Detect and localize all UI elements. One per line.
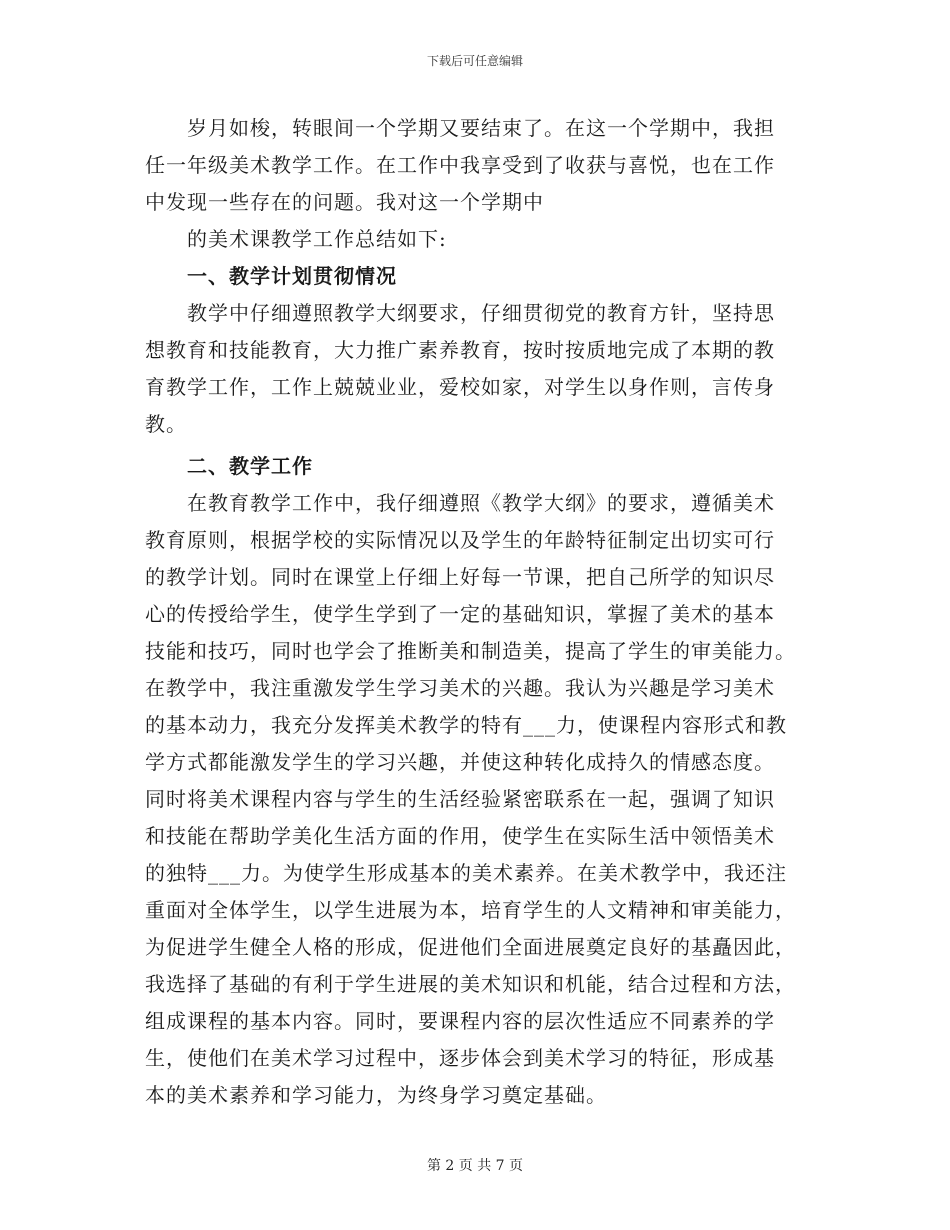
paragraph-line: 本的美术素养和学习能力，为终身学习奠定基础。: [145, 1083, 607, 1107]
document-body: [145, 110, 805, 1114]
paragraph-line: 重面对全体学生，以学生进展为本，培育学生的人文精神和审美能力，: [145, 898, 796, 922]
paragraph-line: 在教育教学工作中，我仔细遵照《教学大纲》的要求，遵循美术: [187, 491, 775, 515]
paragraph-line: 的教学计划。同时在课堂上仔细上好每一节课，把自己所学的知识尽: [145, 565, 775, 589]
section-heading-2: 二、教学工作: [187, 454, 313, 478]
section-heading-1: 一、教学计划贯彻情况: [187, 264, 397, 288]
paragraph-line: 任一年级美术教学工作。在工作中我享受到了收获与喜悦，也在工作: [145, 153, 775, 177]
paragraph-line: 想教育和技能教育，大力推广素养教育，按时按质地完成了本期的教: [145, 338, 775, 362]
paragraph-line: 在教学中，我注重激发学生学习美术的兴趣。我认为兴趣是学习美术: [145, 676, 775, 700]
paragraph-line: 组成课程的基本内容。同时，要课程内容的层次性适应不同素养的学: [145, 1009, 775, 1033]
paragraph-line: 心的传授给学生，使学生学到了一定的基础知识，掌握了美术的基本: [145, 602, 775, 626]
paragraph-line: 同时将美术课程内容与学生的生活经验紧密联系在一起，强调了知识: [145, 787, 775, 811]
paragraph-line: 中发现一些存在的问题。我对这一个学期中: [145, 190, 544, 214]
paragraph-line: 生，使他们在美术学习过程中，逐步体会到美术学习的特征，形成基: [145, 1046, 775, 1070]
paragraph-line: 教学中仔细遵照教学大纲要求，仔细贯彻党的教育方针，坚持思: [187, 301, 775, 325]
paragraph-line: 的基本动力，我充分发挥美术教学的特有___力，使课程内容形式和教: [145, 713, 787, 737]
paragraph-line: 岁月如梭，转眼间一个学期又要结束了。在这一个学期中，我担: [187, 116, 775, 140]
paragraph-line: 育教学工作，工作上兢兢业业，爱校如家，对学生以身作则，言传身: [145, 375, 775, 399]
page-number: 第 2 页 共 7 页: [426, 1158, 524, 1174]
paragraph-line: 技能和技巧，同时也学会了推断美和制造美，提高了学生的审美能力。: [145, 639, 796, 663]
paragraph-line: 教。: [145, 412, 187, 436]
paragraph-line: 学方式都能激发学生的学习兴趣，并使这种转化成持久的情感态度。: [145, 750, 775, 774]
paragraph-line: 我选择了基础的有利于学生进展的美术知识和机能，结合过程和方法，: [145, 972, 796, 996]
paragraph-line: 和技能在帮助学美化生活方面的作用，使学生在实际生活中领悟美术: [145, 824, 775, 848]
paragraph-line: 教育原则，根据学校的实际情况以及学生的年龄特征制定出切实可行: [145, 528, 775, 552]
page-header: 下载后可任意编辑: [426, 54, 523, 68]
paragraph-line: 的独特___力。为使学生形成基本的美术素养。在美术教学中，我还注: [145, 861, 787, 885]
paragraph-line: 的美术课教学工作总结如下:: [187, 227, 447, 251]
paragraph-line: 为促进学生健全人格的形成，促进他们全面进展奠定良好的基矗因此，: [145, 935, 796, 959]
